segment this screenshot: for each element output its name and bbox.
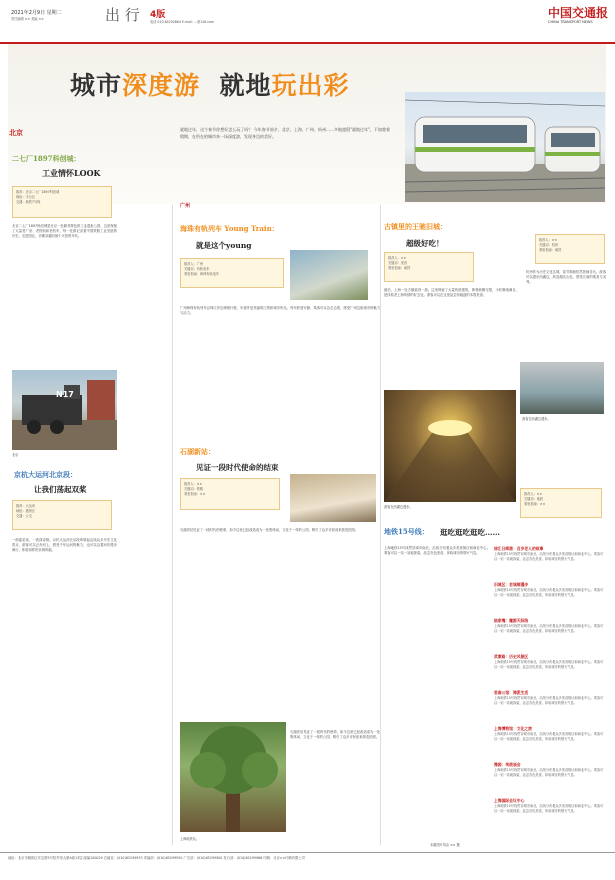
place-item-desc: 上海地铁15号线贯穿城市南北，沿线分布着众多美食街区和商业中心。乘客可以一站一站地探索，品尝各色美食，体验城市的烟火气息。 [494,804,604,813]
jingkou-body: 一船摇桨荡，一波漾诗情。京杭大运河北京段串联起沿线众多历史文化景点，游客可以泛舟河上，感受千年运河的魅力，也可以沿着河岸漫步骑行，体验别样的京城风貌。 [12,538,117,553]
subway-info-box [520,488,602,518]
shanghai-body: 最后，上海一处古镇值得一游。这里保留了大量传统建筑，街巷纵横交错，小吃琳琅满目，是体验老上海风情的好去处。游客可以在这里品尝到地道的本帮美食。 [384,288,519,298]
headline-part-4: 玩出彩 [271,71,350,100]
place-item-title: 上海博物馆：文化之旅 [494,726,532,731]
jingkou-title: 让我们荡起双桨 [34,485,87,494]
brand-logo: 中国交通报 [548,6,609,20]
jingkou-kicker: 京杭大运河北京段： [14,470,77,479]
jingkou-info-1: 推荐：大运河 [16,504,36,508]
jingkou-info-box [12,500,112,530]
hangzhou-info-3: 乘坐指南：地铁 [539,248,562,252]
beijing-body: 北京二七厂1897科创城是北京一处颇具特色的工业遗址公园，这里保留了大量老厂房、老铁轨和老机车，每一处都记录着中国铁路工业发展的历史。走进园区，仿佛穿越回那个火热的年代。 [12,224,117,239]
shijiu-info-box [180,478,280,510]
locomotive-number: N17 [56,390,74,399]
headline-part-2: 深度游 [122,71,201,100]
beijing-info-box [12,186,112,218]
header-date: 2021年2月9日 星期二 [11,10,62,16]
hangzhou-info-2: 关键词：杭州 [539,243,559,247]
jingkou-info-3: 交通：公交 [16,514,32,518]
banyan-photo [180,722,286,832]
subway-info-3: 乘坐指南：×× [524,502,546,506]
shanghai-info-3: 乘坐指南：地铁 [388,266,411,270]
beijing-title: 工业情怀LOOK [42,168,101,178]
beijing-info-3: 交通：地铁7号线 [16,200,41,204]
tree-illustration [180,722,286,832]
place-item-title: 思南公馆：海派生活 [494,690,529,695]
guangzhou-body: 广州海珠有轨列车沿珠江岸边缓缓行驶，车窗外是美丽的江景和城市风光。列车舒适安静，乘客可以边走边看，感受广州这座城市的魅力与活力。 [180,306,380,316]
place-item [494,690,604,726]
hangzhou-body: 杭州作为历史文化名城，春节期间依然热闹非凡。游客可以漫步西湖边，欣赏湖光山色，感受江南的柔美与灵秀。 [526,270,606,285]
place-list [494,546,604,841]
guangzhou-city-tag: 广州 [180,203,191,209]
locomotive-illustration [12,370,117,450]
place-item [494,546,604,582]
place-item-desc: 上海地铁15号线贯穿城市南北，沿线分布着众多美食街区和商业中心。乘客可以一站一站地探索，品尝各色美食，体验城市的烟火气息。 [494,732,604,741]
shijiu-title: 见证一段时代使命的结束 [196,463,279,472]
place-item-desc: 上海地铁15号线贯穿城市南北，沿线分布着众多美食街区和商业中心。乘客可以一站一站地探索，品尝各色美食，体验城市的烟火气息。 [494,768,604,777]
column-divider [172,205,173,845]
shijiu-body: 石湖老站见证了一段时代的使命，如今这里已经改造成为一处集休闲、文化于一体的公园，吸引了众多市民前来游览拍照。 [180,528,359,532]
headline-part-1: 城市 [70,71,123,100]
shanghai-info-1: 推荐人：×× [388,256,407,260]
place-item-title: 上海国际会议中心 [494,798,525,803]
subway-kicker: 地铁15号线： [384,527,429,536]
shanghai-info-box [384,252,474,282]
place-item [494,654,604,690]
headline [70,66,349,102]
shijiu-info-2: 关键词：铁路 [184,487,204,491]
hangzhou-info-1: 推荐人：×× [539,238,558,242]
place-item-title: 豫园：传统庙会 [494,762,521,767]
beijing-kicker: 二七厂1897科创城： [12,154,81,163]
intro-text: 就地过年，这个春节你想好怎么玩了吗？ 今年春节前夕，北京、上海、广州、杭州……多地提倡"就地过年"。不如趁着假期，在所在的城市来一场深度游，发现身边的美好。 [180,127,390,139]
page-number: 4版 [150,10,166,20]
place-item [494,582,604,618]
header-editor: 责任编辑 ×× 美编 ×× [11,17,44,21]
guangzhou-photo [290,250,368,300]
subway-body: 上海地铁15号线贯穿城市南北，沿线分布着众多美食街区和商业中心。乘客可以一站一站地探索，品尝各色美食，体验城市的烟火气息。 [384,546,490,556]
tram-illustration [405,92,605,202]
place-item [494,798,604,834]
place-item [494,762,604,798]
place-item [494,726,604,762]
banyan-caption: 上海地铁站。 [180,837,200,841]
place-item-desc: 上海地铁15号线贯穿城市南北，沿线分布着众多美食街区和商业中心。乘客可以一站一站地探索，品尝各色美食，体验城市的烟火气息。 [494,588,604,597]
footer-text: 地址：北京市朝阳区安定路5号院外馆大厦A座13层 邮编100029 总编室：(010)65299933 采编部：(010)65299950 广告部：(010)65299900 发行部：(010)65299966 印刷：北京××印刷有限公司 [8,856,306,860]
guangzhou-kicker: 海珠有轨列车 Young Train： [180,224,279,233]
shanghai-kicker: 古镇里的王驰旧城： [384,222,447,231]
hangzhou-caption: 游客在西湖边漫步。 [522,417,551,421]
shijiu-kicker: 石湖新站： [180,447,215,456]
tram-photo [405,92,605,202]
place-item-desc: 上海地铁15号线贯穿城市南北，沿线分布着众多美食街区和商业中心。乘客可以一站一站地探索，品尝各色美食，体验城市的烟火气息。 [494,660,604,669]
middle-lower-body: 石湖老站见证了一段时代的使命，如今这里已经改造成为一处集休闲、文化于一体的公园，吸引了众多市民前来游览拍照。 [290,730,380,740]
section-name: 出 行 [105,6,140,24]
tunnel-illustration [384,390,516,502]
place-item-title: 陆家嘴：魔都天际线 [494,618,529,623]
subway-title: 逛吃逛吃逛吃…… [440,528,500,537]
hangzhou-photo [520,362,604,414]
place-item [494,618,604,654]
guangzhou-info-3: 乘坐指南：海珠有轨电车 [184,272,220,276]
subway-info-1: 推荐人：×× [524,492,543,496]
shijiu-info-3: 乘坐指南：×× [184,492,206,496]
headline-part-3: 就地 [219,71,272,100]
header-contact: 电话 010-64292864 E-mail: ...@126.com [150,20,215,24]
shanghai-photo [384,390,516,502]
shanghai-photo-caption: 游客在西湖边漫步。 [384,505,413,509]
footer [0,852,615,880]
place-item-title: 徐汇日晖港：百岁老人的故事 [494,546,544,551]
guangzhou-info-2: 关键词：有轨电车 [184,267,210,271]
beijing-photo [12,370,117,450]
shijiu-info-1: 推荐人：×× [184,482,203,486]
place-item-desc: 上海地铁15号线贯穿城市南北，沿线分布着众多美食街区和商业中心。乘客可以一站一站地探索，品尝各色美食，体验城市的烟火气息。 [494,552,604,561]
guangzhou-title: 就是这个young [196,241,252,250]
hangzhou-info-box [535,234,605,264]
page-header [0,0,615,44]
place-item-desc: 上海地铁15号线贯穿城市南北，沿线分布着众多美食街区和商业中心。乘客可以一站一站地探索，品尝各色美食，体验城市的烟火气息。 [494,624,604,633]
brand-english: CHINA TRANSPORT NEWS [548,20,593,24]
beijing-caption: 北京 [12,453,19,457]
place-item-title: 武康路：历史风貌区 [494,654,529,659]
guangzhou-info-box [180,258,284,288]
guangzhou-info-1: 推荐人：广州 [184,262,204,266]
photo-credit: 本版图片均由 ×× 摄 [430,843,460,847]
subway-info-2: 关键词：地铁 [524,497,544,501]
place-item-desc: 上海地铁15号线贯穿城市南北，沿线分布着众多美食街区和商业中心。乘客可以一站一站地探索，品尝各色美食，体验城市的烟火气息。 [494,696,604,705]
jingkou-info-2: 地址：通州区 [16,509,36,513]
beijing-city-tag: 北京 [9,129,23,137]
place-item-title: 旧城区：老城厢漫步 [494,582,529,587]
column-divider [380,205,381,845]
shanghai-info-2: 关键词：美食 [388,261,408,265]
shanghai-title: 超级好吃！ [406,239,444,248]
beijing-info-1: 推荐：北京二七厂1897科创城 [16,190,60,194]
shijiu-photo [290,474,376,522]
beijing-info-2: 地址：丰台区 [16,195,36,199]
